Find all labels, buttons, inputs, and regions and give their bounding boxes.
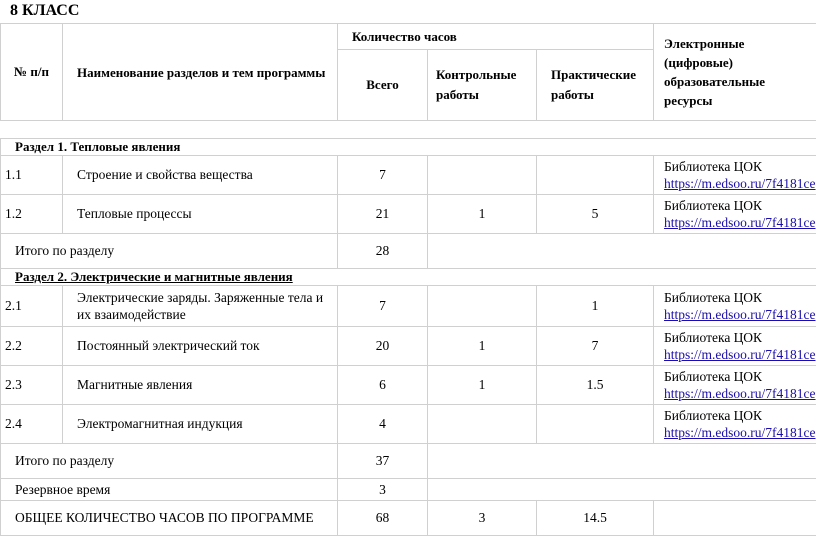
row-control: 1 bbox=[428, 366, 537, 405]
header-num: № п/п bbox=[1, 24, 63, 121]
header-total: Всего bbox=[338, 50, 428, 121]
resource-label: Библиотека ЦОК bbox=[664, 290, 763, 305]
grand-total-control: 3 bbox=[428, 501, 537, 536]
resource-link[interactable]: https://m.edsoo.ru/7f4181ce bbox=[664, 425, 816, 440]
row-num: 1.1 bbox=[1, 156, 63, 195]
row-num: 2.1 bbox=[1, 286, 63, 327]
row-practical: 1 bbox=[537, 286, 654, 327]
section-2-title bbox=[1, 269, 816, 286]
table-row bbox=[1, 195, 816, 234]
resource-label: Библиотека ЦОК bbox=[664, 408, 763, 423]
row-control: 1 bbox=[428, 327, 537, 366]
row-num: 1.2 bbox=[1, 195, 63, 234]
row-control bbox=[428, 286, 537, 327]
row-num: 2.2 bbox=[1, 327, 63, 366]
row-total: 4 bbox=[338, 405, 428, 444]
row-practical: 5 bbox=[537, 195, 654, 234]
resource-label: Библиотека ЦОК bbox=[664, 159, 763, 174]
row-total: 7 bbox=[338, 156, 428, 195]
header-name: Наименование разделов и тем программы bbox=[63, 24, 338, 121]
resource-label: Библиотека ЦОК bbox=[664, 198, 763, 213]
row-resource bbox=[654, 405, 816, 444]
grand-total-label: ОБЩЕЕ КОЛИЧЕСТВО ЧАСОВ ПО ПРОГРАММЕ bbox=[1, 501, 338, 536]
row-name: Магнитные явления bbox=[63, 366, 338, 405]
grand-total-row bbox=[1, 501, 816, 536]
reserve-value: 3 bbox=[338, 479, 428, 501]
resource-link[interactable]: https://m.edsoo.ru/7f4181ce bbox=[664, 176, 816, 191]
row-total: 6 bbox=[338, 366, 428, 405]
row-control bbox=[428, 405, 537, 444]
subtotal-label: Итого по разделу bbox=[1, 444, 338, 479]
grand-total-practical: 14.5 bbox=[537, 501, 654, 536]
table-row bbox=[1, 327, 816, 366]
table-row bbox=[1, 156, 816, 195]
row-practical bbox=[537, 405, 654, 444]
row-resource bbox=[654, 366, 816, 405]
table-row bbox=[1, 366, 816, 405]
row-name: Постоянный электрический ток bbox=[63, 327, 338, 366]
row-name: Тепловые процессы bbox=[63, 195, 338, 234]
row-name: Строение и свойства вещества bbox=[63, 156, 338, 195]
resource-link[interactable]: https://m.edsoo.ru/7f4181ce bbox=[664, 215, 816, 230]
section-1-title: Раздел 1. Тепловые явления bbox=[1, 139, 816, 156]
row-control: 1 bbox=[428, 195, 537, 234]
resource-link[interactable]: https://m.edsoo.ru/7f4181ce bbox=[664, 386, 816, 401]
resource-link[interactable]: https://m.edsoo.ru/7f4181ce bbox=[664, 307, 816, 322]
header-practical: Практические работы bbox=[537, 50, 654, 121]
row-total: 7 bbox=[338, 286, 428, 327]
header-hours: Количество часов bbox=[338, 24, 654, 50]
row-practical: 1.5 bbox=[537, 366, 654, 405]
subtotal-row bbox=[1, 234, 816, 269]
subtotal-label: Итого по разделу bbox=[1, 234, 338, 269]
header-control: Контрольные работы bbox=[428, 50, 537, 121]
row-num: 2.4 bbox=[1, 405, 63, 444]
table-row bbox=[1, 286, 816, 327]
row-total: 20 bbox=[338, 327, 428, 366]
reserve-row bbox=[1, 479, 816, 501]
resource-label: Библиотека ЦОК bbox=[664, 330, 763, 345]
table-row bbox=[1, 405, 816, 444]
section-2-title-text: Раздел 2. Электрические и магнитные явления bbox=[15, 269, 293, 284]
subtotal-value: 37 bbox=[338, 444, 428, 479]
row-resource bbox=[654, 195, 816, 234]
row-practical: 7 bbox=[537, 327, 654, 366]
row-practical bbox=[537, 156, 654, 195]
row-name: Электромагнитная индукция bbox=[63, 405, 338, 444]
row-num: 2.3 bbox=[1, 366, 63, 405]
row-resource bbox=[654, 156, 816, 195]
row-control bbox=[428, 156, 537, 195]
subtotal-row bbox=[1, 444, 816, 479]
page-title: 8 КЛАСС bbox=[10, 2, 80, 19]
reserve-label: Резервное время bbox=[1, 479, 338, 501]
resource-label: Библиотека ЦОК bbox=[664, 369, 763, 384]
row-resource bbox=[654, 327, 816, 366]
subtotal-value: 28 bbox=[338, 234, 428, 269]
header-resources: Электронные (цифровые) образовательные ресурсы bbox=[654, 24, 816, 121]
row-total: 21 bbox=[338, 195, 428, 234]
hours-table bbox=[0, 23, 816, 536]
grand-total-value: 68 bbox=[338, 501, 428, 536]
resource-link[interactable]: https://m.edsoo.ru/7f4181ce bbox=[664, 347, 816, 362]
row-resource bbox=[654, 286, 816, 327]
row-name: Электрические заряды. Заряженные тела и их взаимодействие bbox=[63, 286, 338, 327]
